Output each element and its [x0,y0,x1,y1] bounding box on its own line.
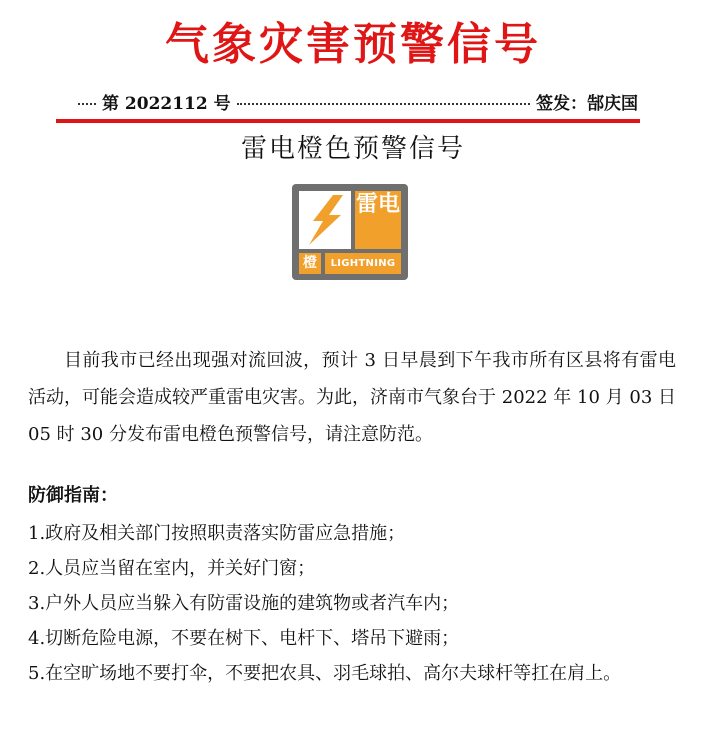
signal-level: 橙 [299,253,321,274]
guide-item: 1.政府及相关部门按照职责落实防雷应急措施； [28,523,406,544]
signal-category: 雷电 [355,191,401,249]
signal-english-label: LIGHTNING [325,253,401,274]
leader-dots [78,103,96,105]
lightning-bolt-icon [299,191,351,249]
issue-number: 第 2022112 号 [102,93,231,114]
signed-by: 签发：郜庆国 [536,93,638,114]
guide-item: 4.切断危险电源，不要在树下、电杆下、塔吊下避雨； [28,628,460,649]
warning-paragraph: 目前我市已经出现强对流回波，预计 3 日早晨到下午我市所有区县将有雷电活动，可能会造成较严重雷电灾害。为此，济南市气象台于 2022 年 10 月 03 日 05 时 30 分发布雷电橙色预警信号，请注意防范。 [28,350,676,445]
warning-signal-icon [292,184,408,280]
leader-dots [237,103,530,105]
header-divider [56,119,640,123]
guide-item: 3.户外人员应当躲入有防雷设施的建筑物或者汽车内； [28,593,460,614]
signal-title: 雷电橙色预警信号 [240,134,465,164]
document-title: 气象灾害预警信号 [165,19,541,70]
guide-item: 5.在空旷场地不要打伞，不要把农具、羽毛球拍、高尔夫球杆等扛在肩上。 [28,663,622,684]
guide-list [28,516,676,691]
issue-line [78,88,638,114]
guide-heading: 防御指南： [28,485,118,506]
guide-item: 2.人员应当留在室内，并关好门窗； [28,558,316,579]
